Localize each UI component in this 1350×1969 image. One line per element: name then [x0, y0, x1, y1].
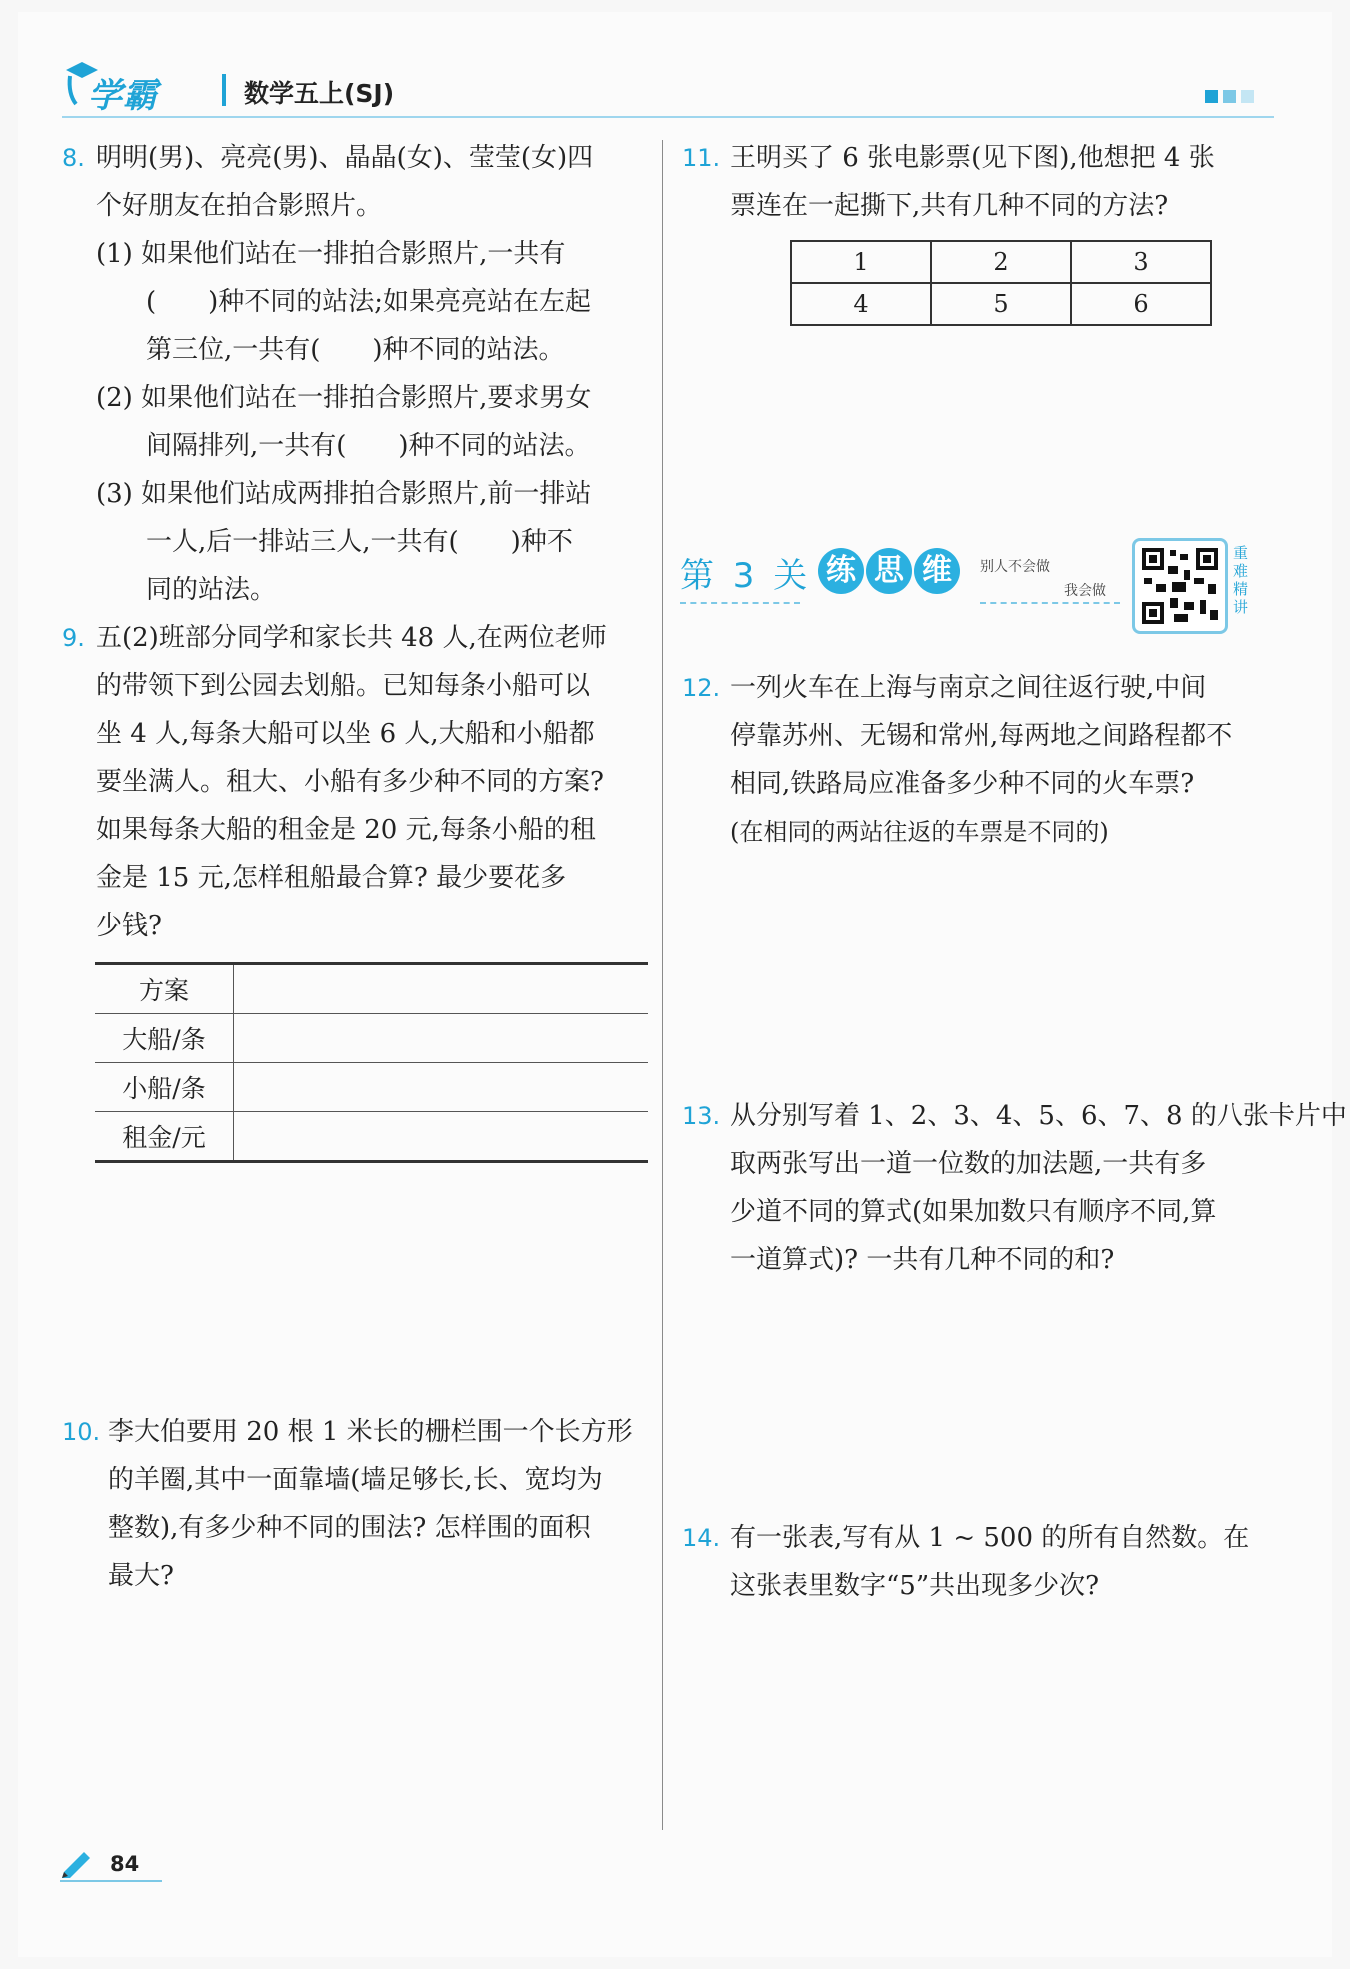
q13-line: 取两张写出一道一位数的加法题,一共有多 — [730, 1149, 1207, 1179]
pencil-icon — [60, 1848, 94, 1878]
brand-logo: 学霸 — [88, 76, 158, 116]
q9-line: 少钱? — [96, 911, 162, 941]
q9-line: 的带领下到公园去划船。已知每条小船可以 — [96, 671, 591, 701]
table-cell — [234, 964, 649, 1014]
ticket-cell: 5 — [931, 283, 1071, 325]
q9-line: 要坐满人。租大、小船有多少种不同的方案? — [96, 767, 604, 797]
ticket-cell: 3 — [1071, 241, 1211, 283]
q9-line: 如果每条大船的租金是 20 元,每条小船的租 — [96, 815, 596, 845]
q12-line: 一列火车在上海与南京之间往返行驶,中间 — [730, 673, 1207, 703]
footer-rule — [60, 1880, 162, 1882]
boat-plan-table — [95, 962, 648, 1163]
question-number: 11. — [682, 144, 721, 172]
section-banner — [680, 540, 1260, 640]
table-cell — [234, 1063, 649, 1112]
q10-line: 最大? — [108, 1561, 174, 1591]
q8-line: (2) 如果他们站在一排拍合影照片,要求男女 — [96, 383, 592, 413]
q12-line: 相同,铁路局应准备多少种不同的火车票? — [730, 769, 1195, 799]
qr-side-label: 重难精讲 — [1233, 544, 1249, 616]
q9-line: 五(2)班部分同学和家长共 48 人,在两位老师 — [96, 623, 607, 653]
q8-line: 个好朋友在拍合影照片。 — [96, 191, 383, 221]
question-number: 12. — [682, 674, 721, 702]
q11-line: 票连在一起撕下,共有几种不同的方法? — [730, 191, 1169, 221]
section-chip: 练 — [818, 548, 864, 594]
table-cell — [234, 1014, 649, 1063]
q8-line: (3) 如果他们站成两排拍合影照片,前一排站 — [96, 479, 592, 509]
ticket-cell: 2 — [931, 241, 1071, 283]
section-chip: 维 — [914, 548, 960, 594]
table-row-label: 小船/条 — [95, 1063, 234, 1112]
q9-line: 坐 4 人,每条大船可以坐 6 人,大船和小船都 — [96, 719, 595, 749]
column-divider — [662, 140, 663, 1830]
question-number: 13. — [682, 1102, 721, 1130]
section-title: 第 3 关 — [680, 556, 812, 596]
q13-line: 少道不同的算式(如果加数只有顺序不同,算 — [730, 1197, 1217, 1227]
header-rule — [62, 116, 1274, 118]
section-dash — [980, 602, 1120, 604]
q8-line: 明明(男)、亮亮(男)、晶晶(女)、莹莹(女)四 — [96, 143, 594, 173]
q13-line: 一道算式)? 一共有几种不同的和? — [730, 1245, 1115, 1275]
q8-line: 间隔排列,一共有( )种不同的站法。 — [146, 431, 591, 461]
table-row-label: 方案 — [95, 964, 234, 1014]
ticket-cell: 1 — [791, 241, 931, 283]
question-number: 9. — [62, 624, 85, 652]
section-note: 别人不会做 — [980, 559, 1050, 575]
q12-line: (在相同的两站往返的车票是不同的) — [730, 818, 1109, 846]
q8-line: 第三位,一共有( )种不同的站法。 — [146, 335, 565, 365]
book-title: 数学五上(SJ) — [244, 79, 395, 108]
q8-line: (1) 如果他们站在一排拍合影照片,一共有 — [96, 239, 566, 269]
brand-divider — [222, 74, 226, 106]
section-note: 我会做 — [1064, 583, 1106, 599]
ticket-cell: 4 — [791, 283, 931, 325]
q9-line: 金是 15 元,怎样租船最合算? 最少要花多 — [96, 863, 567, 893]
table-cell — [234, 1112, 649, 1162]
question-number: 10. — [62, 1418, 101, 1446]
ticket-grid — [790, 240, 1212, 326]
q11-line: 王明买了 6 张电影票(见下图),他想把 4 张 — [730, 143, 1215, 173]
qr-code-icon[interactable] — [1132, 538, 1228, 634]
q10-line: 李大伯要用 20 根 1 米长的栅栏围一个长方形 — [108, 1417, 633, 1447]
header-dots — [1205, 90, 1254, 103]
section-dash — [680, 602, 800, 604]
q8-line: 一人,后一排站三人,一共有( )种不 — [146, 527, 573, 557]
page-number: 84 — [110, 1852, 140, 1876]
q8-line: 同的站法。 — [146, 575, 277, 605]
q10-line: 的羊圈,其中一面靠墙(墙足够长,长、宽均为 — [108, 1465, 603, 1495]
ticket-cell: 6 — [1071, 283, 1211, 325]
q12-line: 停靠苏州、无锡和常州,每两地之间路程都不 — [730, 721, 1233, 751]
table-row-label: 租金/元 — [95, 1112, 234, 1162]
q13-line: 从分别写着 1、2、3、4、5、6、7、8 的八张卡片中 — [730, 1101, 1347, 1131]
question-number: 8. — [62, 144, 85, 172]
q10-line: 整数),有多少种不同的围法? 怎样围的面积 — [108, 1513, 591, 1543]
section-chip: 思 — [866, 548, 912, 594]
q14-line: 这张表里数字“5”共出现多少次? — [730, 1571, 1100, 1601]
question-number: 14. — [682, 1524, 721, 1552]
table-row-label: 大船/条 — [95, 1014, 234, 1063]
q14-line: 有一张表,写有从 1 ~ 500 的所有自然数。在 — [730, 1523, 1250, 1553]
q8-line: ( )种不同的站法;如果亮亮站在左起 — [146, 287, 592, 317]
header — [62, 60, 1272, 114]
